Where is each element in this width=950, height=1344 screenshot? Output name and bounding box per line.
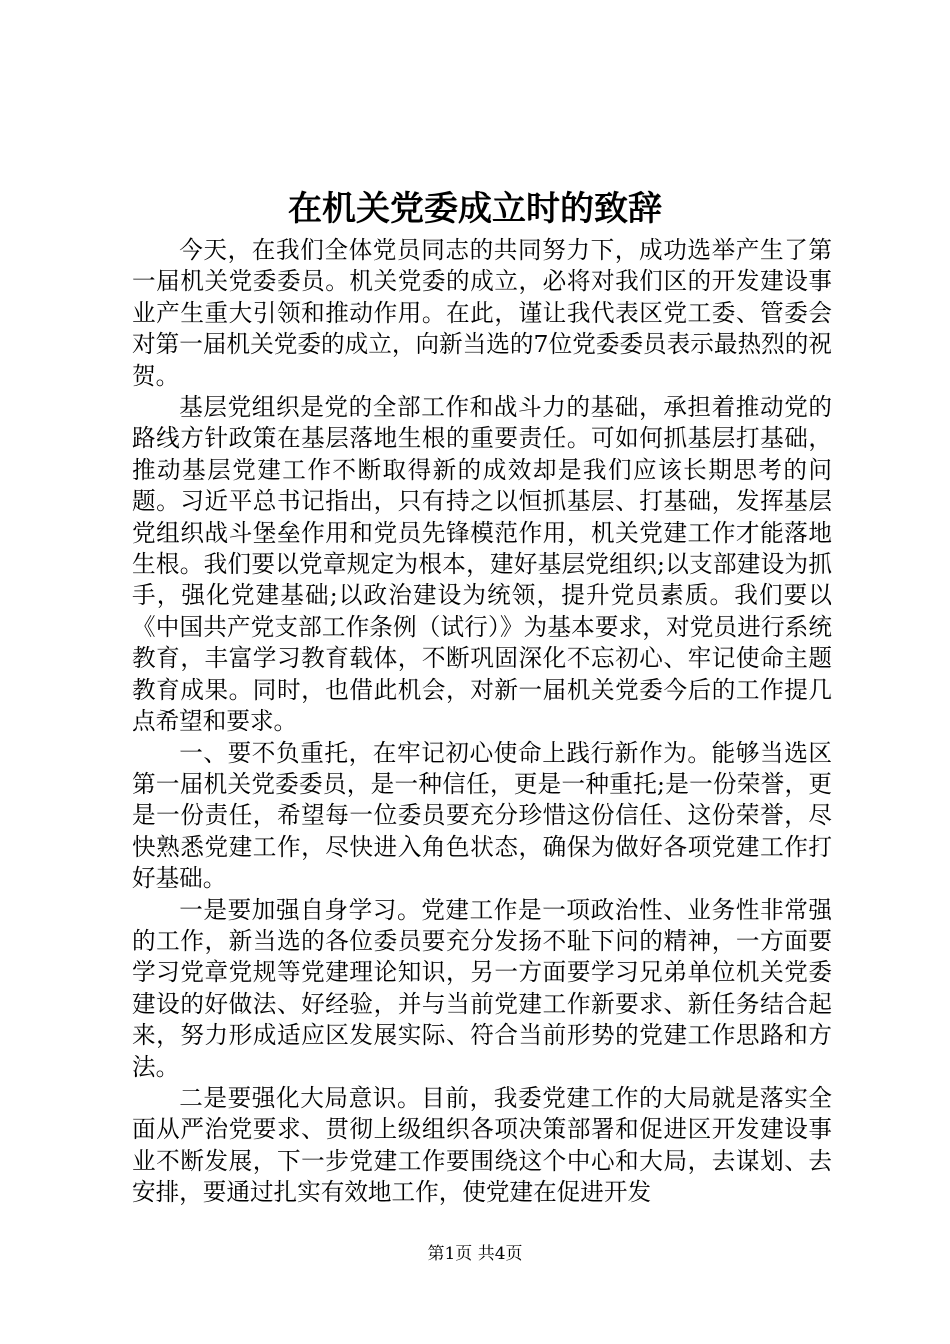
paragraph-2: 基层党组织是党的全部工作和战斗力的基础，承担着推动党的路线方针政策在基层落地生根的重要责任。可如何抓基层打基础，推动基层党建工作不断取得新的成效却是我们应该长期思考的问题。习近平总书记指出，只有持之以恒抓基层、打基础，发挥基层党组织战斗堡垒作用和党员先锋模范作用，机关党建工作才能落地生根。我们要以党章规定为根本，建好基层党组织;以支部建设为抓手，强化党建基础;以政治建设为统领，提升党员素质。我们要以《中国共产党支部工作条例（试行）》为基本要求，对党员进行系统教育，丰富学习教育载体，不断巩固深化不忘初心、牢记使命主题教育成果。同时，也借此机会，对新一届机关党委今后的工作提几点希望和要求。 (132, 393, 832, 736)
document-title: 在机关党委成立时的致辞 (288, 189, 662, 229)
page-number-footer: 第1页 共4页 (427, 1244, 523, 1264)
paragraph-5: 二是要强化大局意识。目前，我委党建工作的大局就是落实全面从严治党要求、贯彻上级组织各项决策部署和促进区开发建设事业不断发展，下一步党建工作要围绕这个中心和大局，去谋划、去安排，要通过扎实有效地工作，使党建在促进开发 (132, 1083, 832, 1207)
paragraph-3: 一、要不负重托，在牢记初心使命上践行新作为。能够当选区第一届机关党委委员，是一种信任，更是一种重托;是一份荣誉，更是一份责任，希望每一位委员要充分珍惜这份信任、这份荣誉，尽快熟悉党建工作，尽快进入角色状态，确保为做好各项党建工作打好基础。 (132, 738, 832, 893)
paragraph-4: 一是要加强自身学习。党建工作是一项政治性、业务性非常强的工作，新当选的各位委员要充分发扬不耻下问的精神，一方面要学习党章党规等党建理论知识，另一方面要学习兄弟单位机关党委建设的好做法、好经验，并与当前党建工作新要求、新任务结合起来，努力形成适应区发展实际、符合当前形势的党建工作思路和方法。 (132, 895, 832, 1081)
paragraph-1: 今天，在我们全体党员同志的共同努力下，成功选举产生了第一届机关党委委员。机关党委的成立，必将对我们区的开发建设事业产生重大引领和推动作用。在此，谨让我代表区党工委、管委会对第一届机关党委的成立，向新当选的7位党委委员表示最热烈的祝贺。 (132, 236, 832, 390)
document-body (132, 235, 832, 1209)
